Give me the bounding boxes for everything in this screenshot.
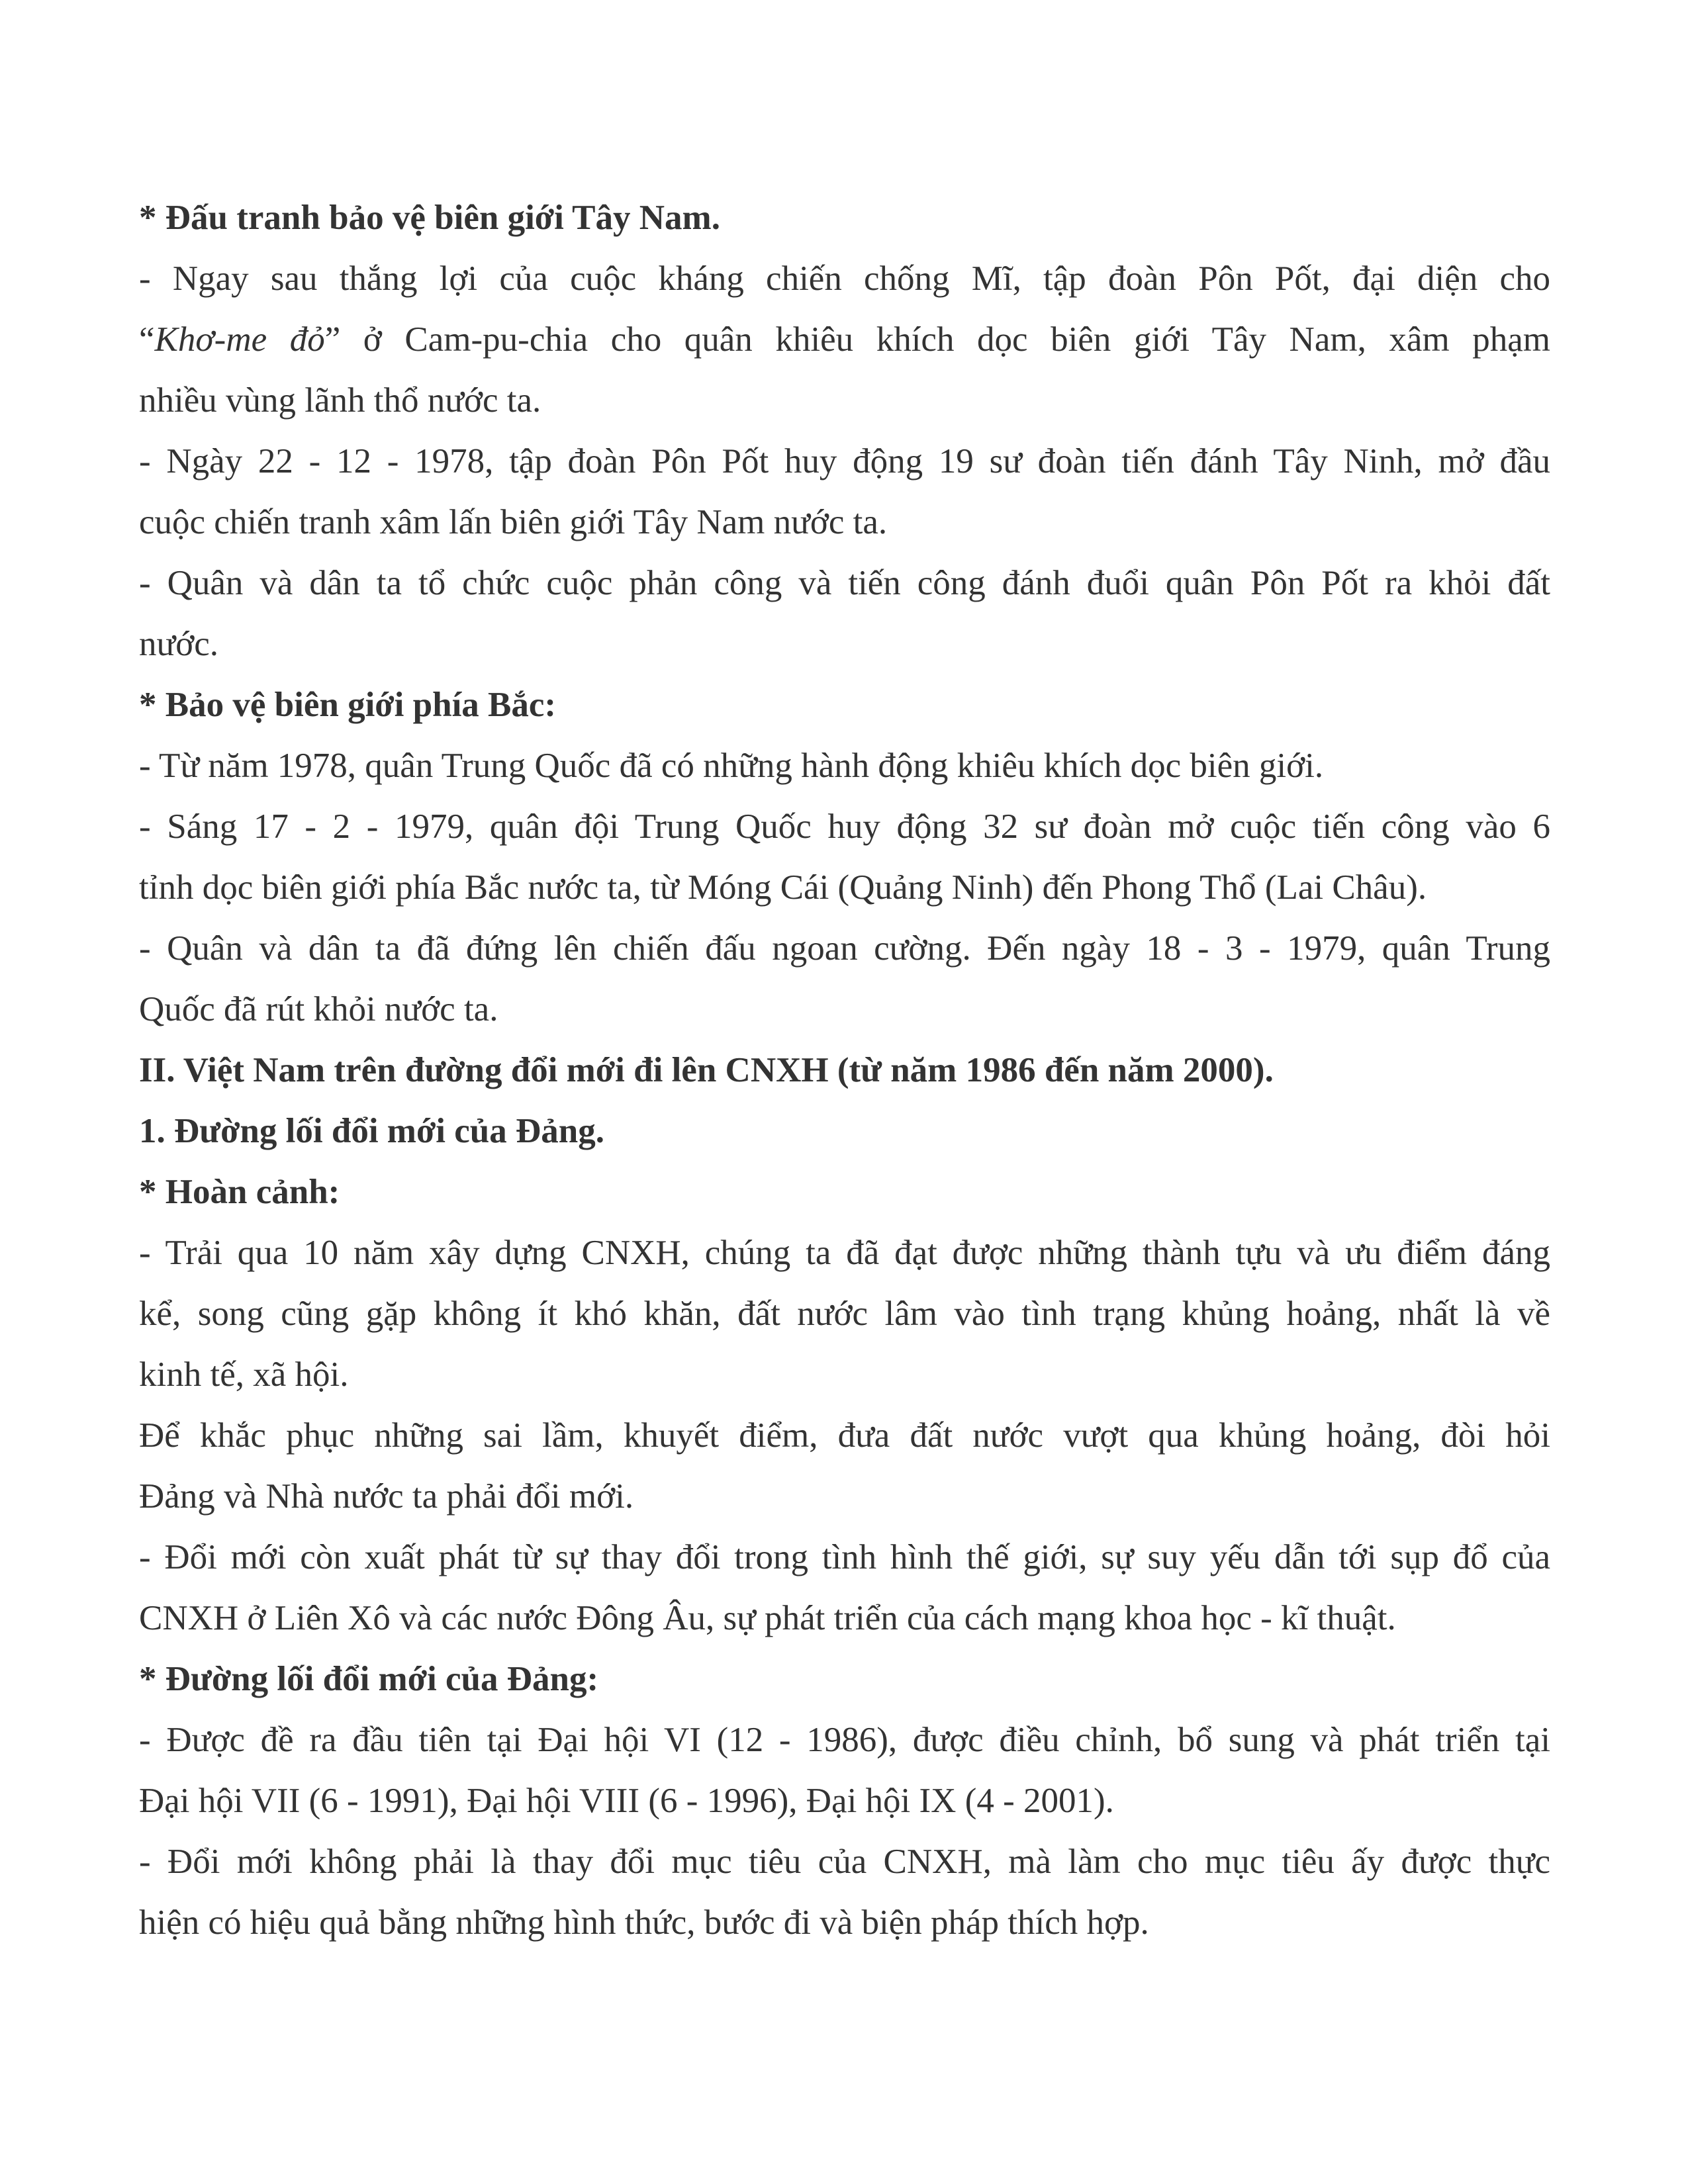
text-segment: tỉnh dọc biên giới phía Bắc nước ta, từ Móng Cái (Quảng Ninh) đến Phong Thổ (Lai Châu). [139,868,1427,907]
text-segment: “ [139,320,155,359]
text-segment: ” ở Cam-pu-chia cho quân khiêu khích dọc biên giới Tây Nam, xâm phạm [324,320,1550,359]
text-line [139,918,1550,979]
text-line [139,431,1550,492]
text-segment: Để khắc phục những sai lầm, khuyết điểm, đưa đất nước vượt qua khủng hoảng, đòi hỏi [139,1416,1550,1455]
text-segment: kể, song cũng gặp không ít khó khăn, đất nước lâm vào tình trạng khủng hoảng, nhất là về [139,1295,1550,1333]
text-segment: 1. Đường lối đổi mới của Đảng. [139,1112,605,1150]
text-line [139,674,1550,735]
text-segment: cuộc chiến tranh xâm lấn biên giới Tây Nam nước ta. [139,503,888,541]
text-line [139,1709,1550,1770]
text-segment: - Từ năm 1978, quân Trung Quốc đã có những hành động khiêu khích dọc biên giới. [139,747,1324,785]
text-segment: - Ngay sau thắng lợi của cuộc kháng chiến chống Mĩ, tập đoàn Pôn Pốt, đại diện cho [139,259,1550,298]
text-segment: Đảng và Nhà nước ta phải đổi mới. [139,1477,634,1516]
text-segment: Đại hội VII (6 - 1991), Đại hội VIII (6 - 1996), Đại hội IX (4 - 2001). [139,1782,1114,1820]
text-line [139,1283,1550,1344]
text-segment: kinh tế, xã hội. [139,1355,349,1394]
text-line [139,735,1550,796]
text-segment: * Hoàn cảnh: [139,1173,340,1211]
text-segment: hiện có hiệu quả bằng những hình thức, bước đi và biện pháp thích hợp. [139,1903,1149,1942]
text-segment: nhiều vùng lãnh thổ nước ta. [139,381,541,420]
text-line [139,370,1550,431]
text-segment: Quốc đã rút khỏi nước ta. [139,990,498,1028]
document-text-body [139,187,1550,1953]
text-line [139,857,1550,918]
text-line [139,1101,1550,1161]
text-line [139,248,1550,309]
text-line [139,614,1550,674]
text-segment: * Bảo vệ biên giới phía Bắc: [139,686,557,724]
text-segment: - Ngày 22 - 12 - 1978, tập đoàn Pôn Pốt huy động 19 sư đoàn tiến đánh Tây Ninh, mở đầu [139,442,1550,480]
text-segment: * Đấu tranh bảo vệ biên giới Tây Nam. [139,199,720,237]
text-line [139,1892,1550,1953]
text-line [139,492,1550,553]
text-line [139,1649,1550,1709]
italic-text-segment: Khơ-me đỏ [154,320,325,359]
text-line [139,1222,1550,1283]
text-line [139,1770,1550,1831]
text-segment: - Quân và dân ta đã đứng lên chiến đấu ngoan cường. Đến ngày 18 - 3 - 1979, quân Trung [139,929,1550,968]
text-line [139,979,1550,1040]
text-line [139,309,1550,370]
text-segment: * Đường lối đổi mới của Đảng: [139,1660,599,1698]
text-line [139,1161,1550,1222]
text-segment: - Quân và dân ta tổ chức cuộc phản công và tiến công đánh đuổi quân Pôn Pốt ra khỏi đất [139,564,1550,602]
text-line [139,1344,1550,1405]
text-line [139,1588,1550,1649]
text-segment: - Trải qua 10 năm xây dựng CNXH, chúng ta đã đạt được những thành tựu và ưu điểm đáng [139,1234,1550,1272]
text-line [139,1405,1550,1466]
text-segment: - Đổi mới không phải là thay đổi mục tiêu của CNXH, mà làm cho mục tiêu ấy được thực [139,1843,1550,1881]
text-line [139,553,1550,614]
text-segment: nước. [139,625,219,663]
text-segment: CNXH ở Liên Xô và các nước Đông Âu, sự phát triển của cách mạng khoa học - kĩ thuật. [139,1599,1396,1637]
text-line [139,1527,1550,1588]
text-line [139,796,1550,857]
text-segment: - Đổi mới còn xuất phát từ sự thay đổi trong tình hình thế giới, sự suy yếu dẫn tới sụp đổ của [139,1538,1550,1576]
text-line [139,1040,1550,1101]
text-line [139,187,1550,248]
text-segment: II. Việt Nam trên đường đổi mới đi lên CNXH (từ năm 1986 đến năm 2000). [139,1051,1274,1089]
text-line [139,1466,1550,1527]
text-segment: - Được đề ra đầu tiên tại Đại hội VI (12 - 1986), được điều chỉnh, bổ sung và phát triển tại [139,1721,1550,1759]
text-segment: - Sáng 17 - 2 - 1979, quân đội Trung Quốc huy động 32 sư đoàn mở cuộc tiến công vào 6 [139,807,1550,846]
text-line [139,1831,1550,1892]
